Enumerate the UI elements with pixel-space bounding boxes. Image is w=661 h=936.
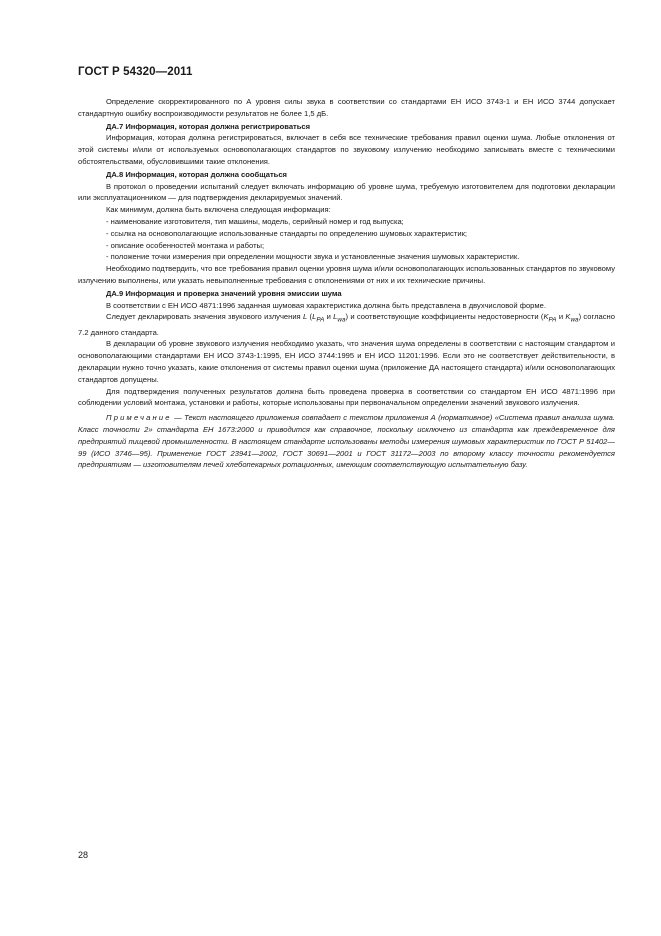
- page-number: 28: [78, 850, 89, 860]
- list-item-mounting: - описание особенностей монтажа и работы;: [106, 240, 265, 250]
- declare-text-end: ) согласно 7.2 данного стандарта.: [78, 312, 615, 337]
- list-item-standards: - ссылка на основополагающие использованные стандарты по определению шумовых характеристик;: [106, 228, 467, 238]
- symbol-KPA: K: [543, 312, 549, 322]
- symbol-Kwa: K: [565, 312, 571, 322]
- paragraph-da7-text: Информация, которая должна регистрироваться, включает в себя все технические требования правил оценки шума. Любые отклонения от этой системы и/или от используемых основополагающих стандартов по звуковому излучению необходимо записывать вместе с техническими обстоятельствами, обусловившими такие отклонения.: [78, 133, 615, 166]
- paragraph-da9-declaration: В декларации об уровне звукового излучения необходимо указать, что значения шума определены в соответствии с настоящим стандартом и основополагающими стандартами ЕН ИСО 3743-1:1995, ЕН ИСО 3744:1995 и ЕН ИСО 11201:1996. Если это не соответствует действительности, в декларации нужно точно указать, какие отклонения от системы правил оценки шума (приложение ДА настоящего стандарта) и/или основополагающих стандартов допущены.: [78, 339, 615, 384]
- symbol-KPA-sub: PA: [548, 316, 557, 324]
- section-da7-title: ДА.7 Информация, которая должна регистрироваться: [106, 121, 311, 131]
- paragraph-da8-protocol: В протокол о проведении испытаний следует включать информацию об уровне шума, требуемую изготовителем для подготовки декларации или эксплуатационником — для подтверждения декларируемых значений.: [78, 181, 615, 203]
- symbol-L: L: [303, 312, 308, 322]
- paragraph-da8-confirm: Необходимо подтвердить, что все требования правил оценки уровня шума и/или основополагающих использованных стандартов по звуковому излучению выполнены, или указать невыполненные требования с отклонениями от них и их технические причины.: [78, 264, 615, 285]
- declare-text-middle: ) и соответствующие коэффициенты недостоверности (: [345, 312, 544, 322]
- paragraph-reproducibility: Определение скорректированного по А уровня силы звука в соответствии со стандартами ЕН ИСО 3743-1 и ЕН ИСО 3744 допускает стандартную ошибку воспроизводимости результатов не более 1,5 дБ.: [78, 97, 615, 118]
- note-text: — Текст настоящего приложения совпадает с текстом приложения А (нормативное) «Система правил анализа шума. Класс точности 2» стандарта ЕН 1673:2000 и приводится как справочное, поскольку исключено из стандарта как преждевременное для предприятий пищевой промышленности. В настоящем стандарте использованы методы измерения шумовых характеристик по ГОСТ Р 51402—99 (ИСО 3746—95). Применение ГОСТ 23941—2002, ГОСТ 30691—2001 и ГОСТ 31172—2003 по второму классу точности рекомендуется предприятиям — изготовителям печей хлебопекарных ротационных, имеющим соответствующую испытательную базу.: [78, 413, 615, 470]
- document-header: ГОСТ Р 54320—2011: [78, 66, 193, 78]
- document-body: [78, 96, 615, 471]
- conjunction-and-2: и: [558, 312, 564, 322]
- paragraph-da8-minimum: Как минимум, должна быть включена следующая информация:: [106, 205, 331, 215]
- paragraph-da9-verification: Для подтверждения полученных результатов должна быть проведена проверка в соответствии со стандартом ЕН ИСО 4871:1996 при соблюдении условий монтажа, установки и работы, которые использованы при первоначальном определении значений звукового излучения.: [78, 386, 615, 408]
- paragraph-da9-declare: Следует декларировать значения звукового излучения L ($L_{PA}$ и $L_{wa}$) и соответствующие коэффициенты недостоверности ($K_{PA}$ и $K_{wa}$) согласно 7.2 данного стандарта.: [78, 312, 615, 337]
- conjunction-and-1: и: [326, 312, 331, 322]
- list-item-manufacturer: - наименование изготовителя, тип машины, модель, серийный номер и год выпуска;: [106, 216, 404, 226]
- list-item-measurement-point: - положение точки измерения при определении мощности звука и установленные значения шумовых характеристик.: [106, 252, 520, 262]
- symbol-Lwa-sub: wa: [337, 316, 346, 324]
- note-label: Примечание: [106, 413, 172, 423]
- section-da8-title: ДА.8 Информация, которая должна сообщаться: [106, 169, 287, 179]
- paragraph-da9-two-number: В соответствии с ЕН ИСО 4871:1996 заданная шумовая характеристика должна быть представлена в двухчисловой форме.: [106, 300, 546, 310]
- symbol-LPA-sub: PA: [316, 316, 325, 324]
- section-da9-title: ДА.9 Информация и проверка значений уровня эмиссии шума: [106, 288, 342, 298]
- declare-text-start: Следует декларировать значения звукового излучения: [106, 312, 301, 322]
- symbol-Lwa: L: [333, 312, 338, 322]
- symbol-Kwa-sub: wa: [570, 316, 579, 324]
- symbol-LPA: L: [312, 312, 317, 322]
- note-paragraph: [78, 412, 615, 471]
